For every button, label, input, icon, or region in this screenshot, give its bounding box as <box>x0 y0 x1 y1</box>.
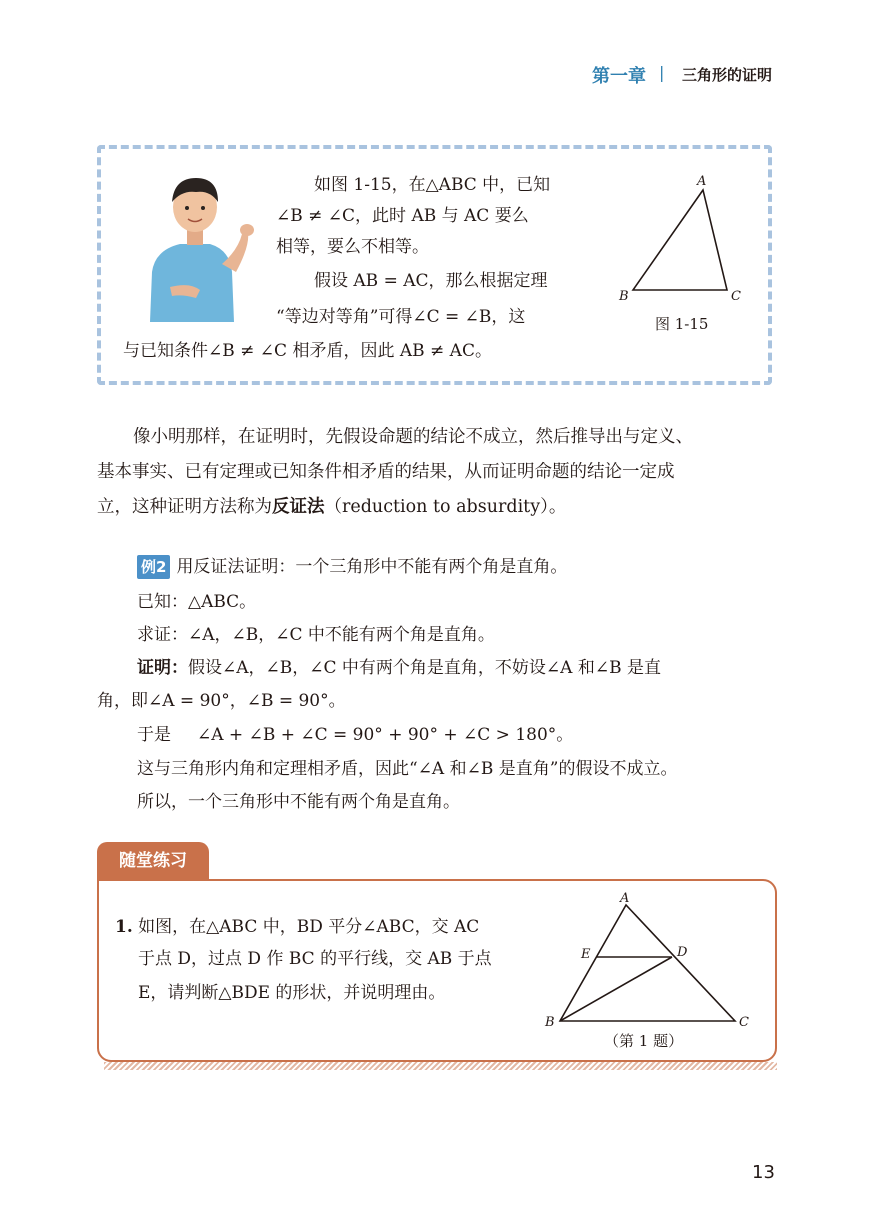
boy-illustration <box>130 172 265 322</box>
dialog-line-3: 相等，要么不相等。 <box>276 237 429 257</box>
vertex-label-c: C <box>731 289 741 304</box>
dialog-line-6: 与已知条件∠B ≠ ∠C 相矛盾，因此 AB ≠ AC。 <box>123 341 492 361</box>
practice-box-shadow <box>104 1062 777 1070</box>
example-conclusion: 所以，一个三角形中不能有两个角是直角。 <box>137 792 460 812</box>
chapter-label: 第一章 <box>592 66 646 87</box>
therefore-expression: ∠A + ∠B + ∠C = 90° + 90° + ∠C > 180°。 <box>197 725 574 745</box>
example-therefore-line <box>137 719 573 752</box>
dialog-line-2: ∠B ≠ ∠C，此时 AB 与 AC 要么 <box>276 206 529 226</box>
definition-line-3 <box>97 490 777 525</box>
dialog-line-1: 如图 1-15，在△ABC 中，已知 <box>314 175 551 195</box>
example-statement-text: 用反证法证明：一个三角形中不能有两个角是直角。 <box>176 557 568 577</box>
definition-paragraph <box>97 420 777 525</box>
vertex-label-a: A <box>697 174 707 189</box>
chapter-title: 三角形的证明 <box>682 66 773 84</box>
practice-line-1-text: 如图，在△ABC 中，BD 平分∠ABC，交 AC <box>138 917 480 937</box>
practice-vertex-b: B <box>545 1015 555 1030</box>
practice-line-3: E，请判断△BDE 的形状，并说明理由。 <box>138 983 446 1003</box>
practice-vertex-a: A <box>620 891 630 906</box>
practice-figure-caption: （第 1 题） <box>604 1032 684 1050</box>
practice-point-e: E <box>581 947 591 962</box>
dialog-line-5: “等边对等角”可得∠C = ∠B，这 <box>276 307 526 327</box>
practice-line-1 <box>115 910 479 945</box>
example-given: 已知：△ABC。 <box>137 592 257 612</box>
triangle-figure-1-15 <box>615 170 755 305</box>
example-proof-line-2: 角，即∠A = 90°，∠B = 90°。 <box>97 691 346 711</box>
example-proof-line-1 <box>137 652 661 685</box>
practice-triangle-figure <box>540 888 755 1036</box>
proof-text: 假设∠A，∠B，∠C 中有两个角是直角，不妨设∠A 和∠B 是直 <box>188 658 661 678</box>
term-reductio: 反证法 <box>272 497 325 517</box>
proof-label: 证明： <box>137 658 188 678</box>
definition-line-3a: 立，这种证明方法称为 <box>97 497 272 517</box>
definition-line-2: 基本事实、已有定理或已知条件相矛盾的结果，从而证明命题的结论一定成 <box>97 462 675 482</box>
definition-line-3b: （reduction to absurdity）。 <box>324 497 567 517</box>
example-prove: 求证：∠A，∠B，∠C 中不能有两个角是直角。 <box>137 625 495 645</box>
practice-point-d: D <box>677 945 688 960</box>
practice-vertex-c: C <box>739 1015 749 1030</box>
definition-line-1: 像小明那样，在证明时，先假设命题的结论不成立，然后推导出与定义、 <box>133 427 693 447</box>
page-number: 13 <box>752 1162 775 1183</box>
example-badge: 例2 <box>137 555 170 579</box>
practice-number: 1. <box>115 917 133 937</box>
figure-caption: 图 1-15 <box>655 315 709 333</box>
dialog-line-4: 假设 AB = AC，那么根据定理 <box>314 271 548 291</box>
header-separator: | <box>659 63 665 82</box>
therefore-label: 于是 <box>137 725 171 745</box>
practice-line-2: 于点 D，过点 D 作 BC 的平行线，交 AB 于点 <box>138 949 492 969</box>
vertex-label-b: B <box>619 289 629 304</box>
example-contradiction: 这与三角形内角和定理相矛盾，因此“∠A 和∠B 是直角”的假设不成立。 <box>137 759 678 779</box>
example-statement <box>137 551 567 584</box>
practice-tab: 随堂练习 <box>97 842 209 880</box>
